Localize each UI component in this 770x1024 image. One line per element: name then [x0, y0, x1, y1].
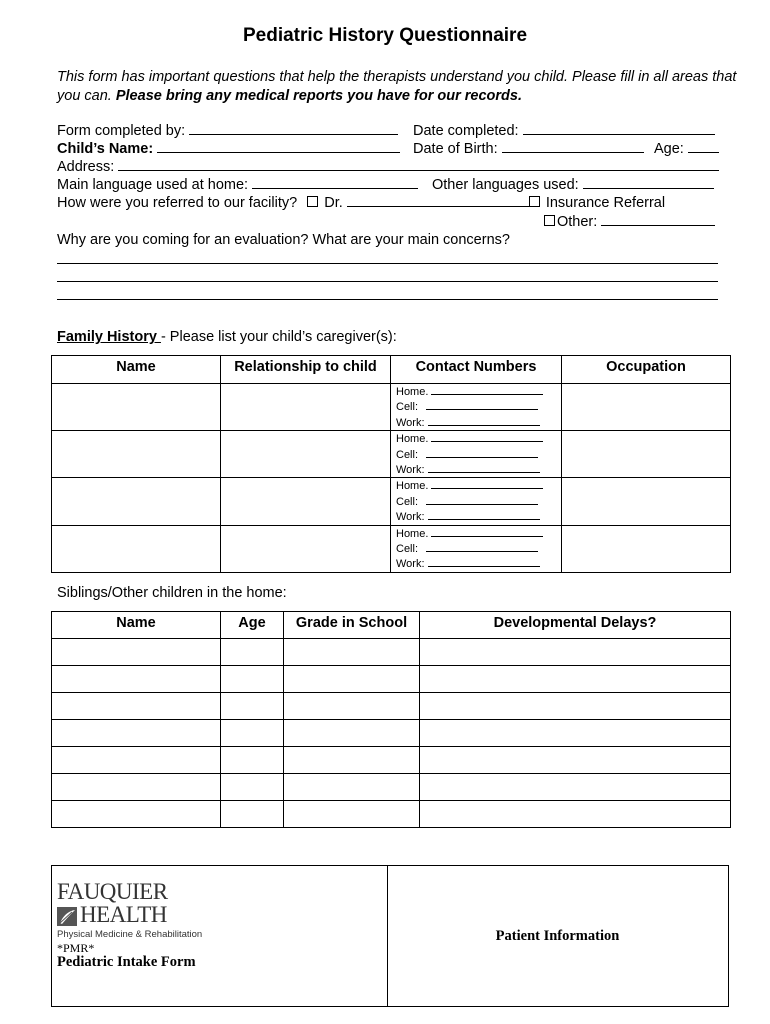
siblings-header-grade: Grade in School — [284, 612, 420, 639]
caregivers-table — [51, 355, 731, 573]
caregiver-contact-cell — [391, 431, 562, 478]
sibling-age-cell[interactable] — [221, 639, 284, 666]
logo-health: HEALTH — [80, 902, 167, 927]
contact-cell[interactable]: Cell: — [396, 494, 561, 509]
sibling-grade-cell[interactable] — [284, 693, 420, 720]
caregiver-relationship-cell[interactable] — [221, 478, 391, 525]
other-referral-label: Other: — [557, 214, 598, 230]
sibling-row — [52, 747, 731, 774]
sibling-delays-cell[interactable] — [420, 639, 731, 666]
main-language-row — [57, 176, 418, 193]
sibling-grade-cell[interactable] — [284, 801, 420, 828]
sibling-age-cell[interactable] — [221, 774, 284, 801]
intro-text: This form has important questions that help the therapists understand you child. Please fill in all areas that you can. — [57, 69, 737, 104]
age-label: Age: — [654, 141, 684, 157]
caregiver-row — [52, 525, 731, 572]
contact-home[interactable]: Home. — [396, 384, 561, 399]
why-evaluation-question: Why are you coming for an evaluation? What are your main concerns? — [57, 232, 510, 248]
sibling-delays-cell[interactable] — [420, 801, 731, 828]
leaf-logo-icon — [57, 907, 77, 926]
sibling-name-cell[interactable] — [52, 774, 221, 801]
other-referral-row — [544, 213, 715, 230]
other-languages-row — [432, 176, 714, 193]
family-history-heading: Family History — [57, 329, 161, 345]
sibling-name-cell[interactable] — [52, 720, 221, 747]
caregivers-header-contact: Contact Numbers — [391, 356, 562, 384]
caregiver-row — [52, 384, 731, 431]
caregiver-relationship-cell[interactable] — [221, 384, 391, 431]
sibling-grade-cell[interactable] — [284, 666, 420, 693]
intro-paragraph — [57, 68, 737, 106]
form-completed-by-row — [57, 122, 398, 139]
date-of-birth-field[interactable] — [502, 140, 644, 153]
caregiver-row — [52, 478, 731, 525]
dr-name-field[interactable] — [347, 194, 529, 207]
other-languages-field[interactable] — [583, 176, 714, 189]
family-history-subtitle: - Please list your child’s caregiver(s): — [160, 329, 397, 345]
sibling-name-cell[interactable] — [52, 639, 221, 666]
caregiver-name-cell[interactable] — [52, 431, 221, 478]
sibling-delays-cell[interactable] — [420, 720, 731, 747]
contact-work[interactable]: Work: — [396, 509, 561, 524]
dr-label: Dr. — [324, 195, 343, 211]
form-completed-by-field[interactable] — [189, 122, 398, 135]
concerns-line-1[interactable] — [57, 263, 718, 264]
logo-fauquier: FAUQUIER — [57, 879, 168, 904]
caregiver-row — [52, 431, 731, 478]
contact-cell[interactable]: Cell: — [396, 447, 561, 462]
caregiver-occupation-cell[interactable] — [562, 431, 731, 478]
sibling-name-cell[interactable] — [52, 801, 221, 828]
caregivers-header-relationship: Relationship to child — [221, 356, 391, 384]
siblings-header-age: Age — [221, 612, 284, 639]
caregivers-header-row — [52, 356, 731, 384]
contact-cell[interactable]: Cell: — [396, 541, 561, 556]
caregiver-name-cell[interactable] — [52, 478, 221, 525]
intro-bold-text: Please bring any medical reports you have for our records. — [115, 88, 522, 104]
main-language-field[interactable] — [252, 176, 418, 189]
other-languages-label: Other languages used: — [432, 177, 579, 193]
sibling-row — [52, 666, 731, 693]
contact-work[interactable]: Work: — [396, 556, 561, 571]
sibling-delays-cell[interactable] — [420, 774, 731, 801]
childs-name-field[interactable] — [157, 140, 400, 153]
sibling-delays-cell[interactable] — [420, 693, 731, 720]
age-field[interactable] — [688, 140, 719, 153]
date-of-birth-row — [413, 140, 644, 157]
caregivers-header-name: Name — [52, 356, 221, 384]
sibling-grade-cell[interactable] — [284, 720, 420, 747]
caregiver-name-cell[interactable] — [52, 384, 221, 431]
sibling-name-cell[interactable] — [52, 747, 221, 774]
sibling-grade-cell[interactable] — [284, 774, 420, 801]
siblings-header-delays: Developmental Delays? — [420, 612, 731, 639]
concerns-line-2[interactable] — [57, 281, 718, 282]
childs-name-label: Child’s Name: — [57, 141, 154, 157]
sibling-delays-cell[interactable] — [420, 747, 731, 774]
caregiver-relationship-cell[interactable] — [221, 525, 391, 572]
caregiver-occupation-cell[interactable] — [562, 525, 731, 572]
contact-work[interactable]: Work: — [396, 415, 561, 430]
patient-information-label: Patient Information — [495, 928, 620, 944]
insurance-referral-label: Insurance Referral — [545, 195, 666, 211]
sibling-age-cell[interactable] — [221, 693, 284, 720]
sibling-row — [52, 774, 731, 801]
address-row — [57, 158, 719, 175]
contact-home[interactable]: Home. — [396, 431, 561, 446]
dr-checkbox[interactable] — [307, 196, 318, 207]
age-row — [654, 140, 719, 157]
caregiver-contact-cell — [391, 478, 562, 525]
sibling-row — [52, 639, 731, 666]
date-of-birth-label: Date of Birth: — [413, 141, 498, 157]
sibling-grade-cell[interactable] — [284, 639, 420, 666]
sibling-row — [52, 801, 731, 828]
date-completed-label: Date completed: — [413, 123, 519, 139]
sibling-grade-cell[interactable] — [284, 747, 420, 774]
caregiver-contact-cell — [391, 525, 562, 572]
pmr-label: *PMR* — [57, 941, 95, 955]
main-language-label: Main language used at home: — [57, 177, 249, 193]
sibling-name-cell[interactable] — [52, 666, 221, 693]
date-completed-field[interactable] — [523, 122, 715, 135]
logo-subtitle: Physical Medicine & Rehabilitation — [57, 929, 203, 940]
sibling-name-cell[interactable] — [52, 693, 221, 720]
sibling-age-cell[interactable] — [221, 747, 284, 774]
sibling-delays-cell[interactable] — [420, 666, 731, 693]
date-completed-row — [413, 122, 715, 139]
sibling-row — [52, 720, 731, 747]
other-referral-checkbox[interactable] — [544, 215, 555, 226]
sibling-age-cell[interactable] — [221, 666, 284, 693]
intake-form-label: Pediatric Intake Form — [57, 954, 196, 970]
contact-work[interactable]: Work: — [396, 462, 561, 477]
address-field[interactable] — [118, 158, 719, 171]
contact-home[interactable]: Home. — [396, 478, 561, 493]
address-label: Address: — [57, 159, 115, 175]
childs-name-row — [57, 140, 400, 157]
family-history-heading-row — [57, 329, 397, 345]
caregiver-name-cell[interactable] — [52, 525, 221, 572]
contact-home[interactable]: Home. — [396, 526, 561, 541]
other-referral-field[interactable] — [601, 213, 715, 226]
page-title: Pediatric History Questionnaire — [242, 25, 528, 46]
siblings-header-row — [52, 612, 731, 639]
sibling-age-cell[interactable] — [221, 801, 284, 828]
referral-row — [57, 194, 665, 211]
form-completed-by-label: Form completed by: — [57, 123, 186, 139]
siblings-header-name: Name — [52, 612, 221, 639]
sibling-row — [52, 693, 731, 720]
caregiver-contact-cell — [391, 384, 562, 431]
insurance-referral-checkbox[interactable] — [529, 196, 540, 207]
sibling-age-cell[interactable] — [221, 720, 284, 747]
siblings-table — [51, 611, 731, 828]
caregiver-relationship-cell[interactable] — [221, 431, 391, 478]
referral-label: How were you referred to our facility? — [57, 195, 298, 211]
caregiver-occupation-cell[interactable] — [562, 478, 731, 525]
caregivers-header-occupation: Occupation — [562, 356, 731, 384]
contact-cell[interactable]: Cell: — [396, 399, 561, 414]
concerns-line-3[interactable] — [57, 299, 718, 300]
caregiver-occupation-cell[interactable] — [562, 384, 731, 431]
siblings-heading: Siblings/Other children in the home: — [57, 585, 287, 601]
